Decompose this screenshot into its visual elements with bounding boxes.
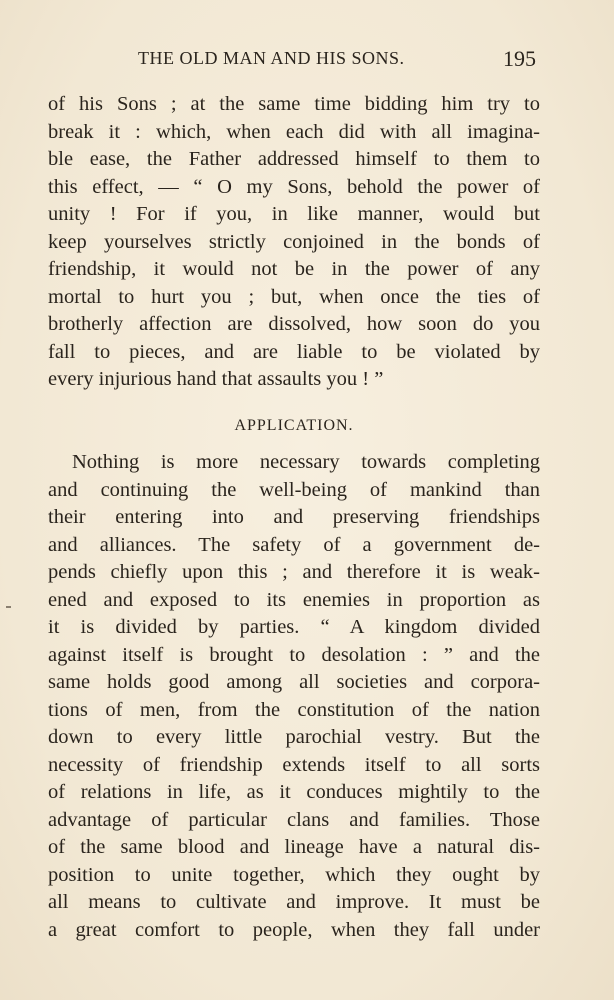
text-line: of the same blood and lineage have a natural dis- [48,836,540,858]
text-line: mortal to hurt you ; but, when once the ties of [48,285,540,308]
text-line: position to unite together, which they ought by [48,863,540,886]
text-line: keep yourselves strictly conjoined in the bonds of [48,230,540,253]
text-line: ened and exposed to its enemies in proportion as [48,588,540,611]
text-line: a great comfort to people, when they fall under [48,918,540,941]
running-title: THE OLD MAN AND HIS SONS. [138,48,405,68]
fable-paragraph [48,91,540,394]
text-line: Nothing is more necessary towards completing [72,451,540,473]
text-line: all means to cultivate and improve. It must be [48,891,540,913]
section-heading: APPLICATION. [234,417,354,434]
text-line: and continuing the well-being of mankind than [48,478,540,501]
text-line: advantage of particular clans and families. Those [48,808,540,831]
text-line: down to every little parochial vestry. But the [48,726,540,748]
page-number: 195 [503,46,536,71]
text-line: same holds good among all societies and corpora- [48,671,540,693]
text-line: of his Sons ; at the same time bidding him try to [48,93,540,115]
text-line: friendship, it would not be in the power of any [48,258,540,280]
text-line: fall to pieces, and are liable to be violated by [48,340,540,363]
text-line: ble ease, the Father addressed himself to them to [48,148,540,170]
running-head [48,48,536,72]
text-line: this effect, — “ O my Sons, behold the power of [48,175,540,198]
text-line: necessity of friendship extends itself to all sorts [48,753,540,776]
application-paragraph [48,449,540,944]
text-line: their entering into and preserving friendships [48,506,540,528]
text-line: unity ! For if you, in like manner, would but [48,203,540,225]
margin-mark [6,606,11,608]
text-line: brotherly affection are dissolved, how soon do you [48,313,540,335]
text-line: and alliances. The safety of a government de- [48,533,540,556]
text-line: pends chiefly upon this ; and therefore it is weak- [48,561,540,583]
text-line: against itself is brought to desolation : ” and the [48,643,540,666]
text-line: of relations in life, as it conduces mightily to the [48,781,540,803]
text-line: tions of men, from the constitution of the nation [48,698,540,721]
text-line: every injurious hand that assaults you ! ” [48,368,384,390]
text-line: it is divided by parties. “ A kingdom divided [48,616,540,638]
text-line: break it : which, when each did with all imagina- [48,120,540,143]
